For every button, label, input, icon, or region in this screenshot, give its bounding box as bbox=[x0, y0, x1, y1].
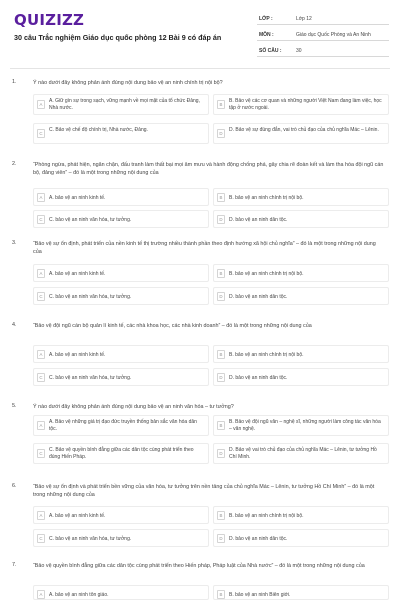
option-letter: C bbox=[37, 534, 45, 543]
quizizz-logo: QUIZIZZ bbox=[14, 11, 85, 29]
option-a[interactable] bbox=[33, 264, 209, 282]
option-letter: C bbox=[37, 449, 45, 458]
meta-value: Lớp 12 bbox=[296, 16, 312, 22]
meta-key: MÔN : bbox=[259, 32, 274, 38]
option-text: C. Bảo vệ chế độ chính trị, Nhà nước, Đảng. bbox=[49, 127, 148, 133]
option-a[interactable] bbox=[33, 415, 209, 436]
option-c[interactable] bbox=[33, 287, 209, 305]
option-letter: A bbox=[37, 511, 45, 520]
option-c[interactable] bbox=[33, 123, 209, 144]
option-c[interactable] bbox=[33, 210, 209, 228]
meta-row-subject bbox=[257, 28, 389, 41]
option-d[interactable] bbox=[213, 368, 389, 386]
header-divider bbox=[10, 68, 390, 69]
option-letter: D bbox=[217, 373, 225, 382]
question-number: 2. bbox=[12, 161, 17, 167]
option-letter: A bbox=[37, 590, 45, 599]
option-text: A. bảo vệ an ninh tôn giáo. bbox=[49, 592, 109, 598]
document-header bbox=[0, 0, 400, 64]
option-text: D. bảo vệ an ninh dân tộc. bbox=[229, 536, 288, 542]
option-letter: B bbox=[217, 421, 225, 430]
option-letter: C bbox=[37, 373, 45, 382]
option-b[interactable] bbox=[213, 188, 389, 206]
document-title: 30 câu Trắc nghiệm Giáo dục quốc phòng 12 Bài 9 có đáp án bbox=[14, 33, 222, 42]
option-letter: A bbox=[37, 193, 45, 202]
option-c[interactable] bbox=[33, 443, 209, 464]
option-text: B. bảo vệ an ninh chính trị nội bộ. bbox=[229, 271, 304, 277]
option-text: C. bảo vệ an ninh văn hóa, tư tưởng. bbox=[49, 294, 132, 300]
option-c[interactable] bbox=[33, 529, 209, 547]
option-text: B. bảo vệ an ninh Biên giới. bbox=[229, 592, 291, 598]
question-number: 7. bbox=[12, 562, 17, 568]
option-b[interactable] bbox=[213, 585, 389, 600]
option-letter: D bbox=[217, 534, 225, 543]
option-a[interactable] bbox=[33, 345, 209, 363]
option-text: C. bảo vệ an ninh văn hóa, tư tưởng. bbox=[49, 375, 132, 381]
option-letter: B bbox=[217, 590, 225, 599]
option-text: C. Bảo vệ quyền bình đẳng giữa các dân tộc cùng phát triển theo đúng Hiến Pháp. bbox=[49, 447, 194, 460]
option-letter: D bbox=[217, 449, 225, 458]
option-a[interactable] bbox=[33, 188, 209, 206]
option-b[interactable] bbox=[213, 506, 389, 524]
question-text: “Bảo vệ sự ổn định, phát triển của nền kinh tế thị trường nhiều thành phần theo định hướng xã hội chủ nghĩa” – đó là một trong những nội dung của bbox=[33, 241, 376, 255]
question-number: 5. bbox=[12, 403, 17, 409]
option-letter: C bbox=[37, 129, 45, 138]
option-d[interactable] bbox=[213, 123, 389, 144]
option-text: A. bảo vệ an ninh kinh tế. bbox=[49, 195, 106, 201]
option-text: C. bảo vệ an ninh văn hóa, tư tưởng. bbox=[49, 536, 132, 542]
option-letter: D bbox=[217, 215, 225, 224]
option-b[interactable] bbox=[213, 94, 389, 115]
option-a[interactable] bbox=[33, 506, 209, 524]
option-letter: A bbox=[37, 100, 45, 109]
option-text: B. Bảo vệ đội ngũ văn – nghệ sĩ, những người làm công tác văn hóa – văn nghệ. bbox=[229, 419, 381, 432]
question-number: 3. bbox=[12, 240, 17, 246]
question-number: 1. bbox=[12, 79, 17, 85]
question-text: “Bảo vệ sự ổn định và phát triển bền vững của văn hóa, tư tưởng trên nền tảng của chủ nghĩa Mác – Lênin, tư tưởng Hồ Chí Minh” – đó là một trong những nội dung của bbox=[33, 484, 375, 498]
option-text: D. Bảo vệ vai trò chủ đạo của chủ nghĩa Mác – Lênin, tư tưởng Hồ Chí Minh. bbox=[229, 447, 377, 460]
option-text: B. bảo vệ an ninh chính trị nội bộ. bbox=[229, 352, 304, 358]
meta-key: SỐ CÂU : bbox=[259, 48, 282, 54]
meta-value: 30 bbox=[296, 48, 302, 54]
option-text: D. Bảo vệ sự đúng đắn, vai trò chủ đạo của chủ nghĩa Mác – Lênin. bbox=[229, 127, 379, 133]
meta-key: LỚP : bbox=[259, 16, 273, 22]
option-a[interactable] bbox=[33, 94, 209, 115]
option-letter: B bbox=[217, 193, 225, 202]
option-a[interactable] bbox=[33, 585, 209, 600]
option-d[interactable] bbox=[213, 443, 389, 464]
option-text: A. Bảo vệ những giá trị đạo đức truyền thống bản sắc văn hóa dân tộc. bbox=[49, 419, 197, 432]
option-letter: D bbox=[217, 292, 225, 301]
option-letter: C bbox=[37, 215, 45, 224]
option-d[interactable] bbox=[213, 210, 389, 228]
option-text: B. Bảo vệ các cơ quan và những người Việt Nam đang làm việc, học tập ở nước ngoài. bbox=[229, 98, 382, 111]
option-text: A. bảo vệ an ninh kinh tế. bbox=[49, 513, 106, 519]
question-number: 4. bbox=[12, 322, 17, 328]
question-number: 6. bbox=[12, 483, 17, 489]
option-b[interactable] bbox=[213, 345, 389, 363]
question-text: “Bảo vệ quyền bình đẳng giữa các dân tộc cùng phát triển theo Hiến pháp, Pháp luật của Nhà nước” – đó là một trong những nội dung của bbox=[33, 563, 365, 569]
option-letter: A bbox=[37, 350, 45, 359]
meta-row-class bbox=[257, 12, 389, 25]
option-text: D. bảo vệ an ninh dân tộc. bbox=[229, 294, 288, 300]
option-d[interactable] bbox=[213, 287, 389, 305]
option-text: B. bảo vệ an ninh chính trị nội bộ. bbox=[229, 195, 304, 201]
question-text: Ý nào dưới đây không phản ánh đúng nội dung bảo vệ an ninh văn hóa – tư tưởng? bbox=[33, 404, 234, 410]
option-letter: B bbox=[217, 511, 225, 520]
question-text: Ý nào dưới đây không phản ánh đúng nội dung bảo vệ an ninh chính trị nội bộ? bbox=[33, 80, 223, 86]
option-text: D. bảo vệ an ninh dân tộc. bbox=[229, 375, 288, 381]
meta-row-count bbox=[257, 44, 389, 57]
option-letter: B bbox=[217, 100, 225, 109]
option-text: A. bảo vệ an ninh kinh tế. bbox=[49, 271, 106, 277]
question-text: “Bảo vệ đội ngũ cán bộ quản lí kinh tế, các nhà khoa học, các nhà kinh doanh” – đó là một trong những nội dung của bbox=[33, 323, 312, 329]
option-c[interactable] bbox=[33, 368, 209, 386]
option-letter: A bbox=[37, 269, 45, 278]
option-b[interactable] bbox=[213, 415, 389, 436]
option-letter: D bbox=[217, 129, 225, 138]
option-text: A. Giữ gìn sự trong sạch, vững mạnh về mọi mặt của tổ chức Đảng, Nhà nước. bbox=[49, 98, 200, 111]
option-text: A. bảo vệ an ninh kinh tế. bbox=[49, 352, 106, 358]
option-text: D. bảo vệ an ninh dân tộc. bbox=[229, 217, 288, 223]
meta-value: Giáo dục Quốc Phòng và An Ninh bbox=[296, 32, 371, 38]
option-letter: C bbox=[37, 292, 45, 301]
option-d[interactable] bbox=[213, 529, 389, 547]
option-b[interactable] bbox=[213, 264, 389, 282]
option-text: B. bảo vệ an ninh chính trị nội bộ. bbox=[229, 513, 304, 519]
question-text: “Phòng ngừa, phát hiện, ngăn chặn, đấu tranh làm thất bại mọi âm mưu và hành động chống phá, gây chia rẽ đoàn kết và làm tha hóa đội ngũ cán bộ, đảng viên” – đó là một trong những nội dung của bbox=[33, 162, 384, 176]
option-letter: B bbox=[217, 269, 225, 278]
option-letter: B bbox=[217, 350, 225, 359]
option-letter: A bbox=[37, 421, 45, 430]
option-text: C. bảo vệ an ninh văn hóa, tư tưởng. bbox=[49, 217, 132, 223]
